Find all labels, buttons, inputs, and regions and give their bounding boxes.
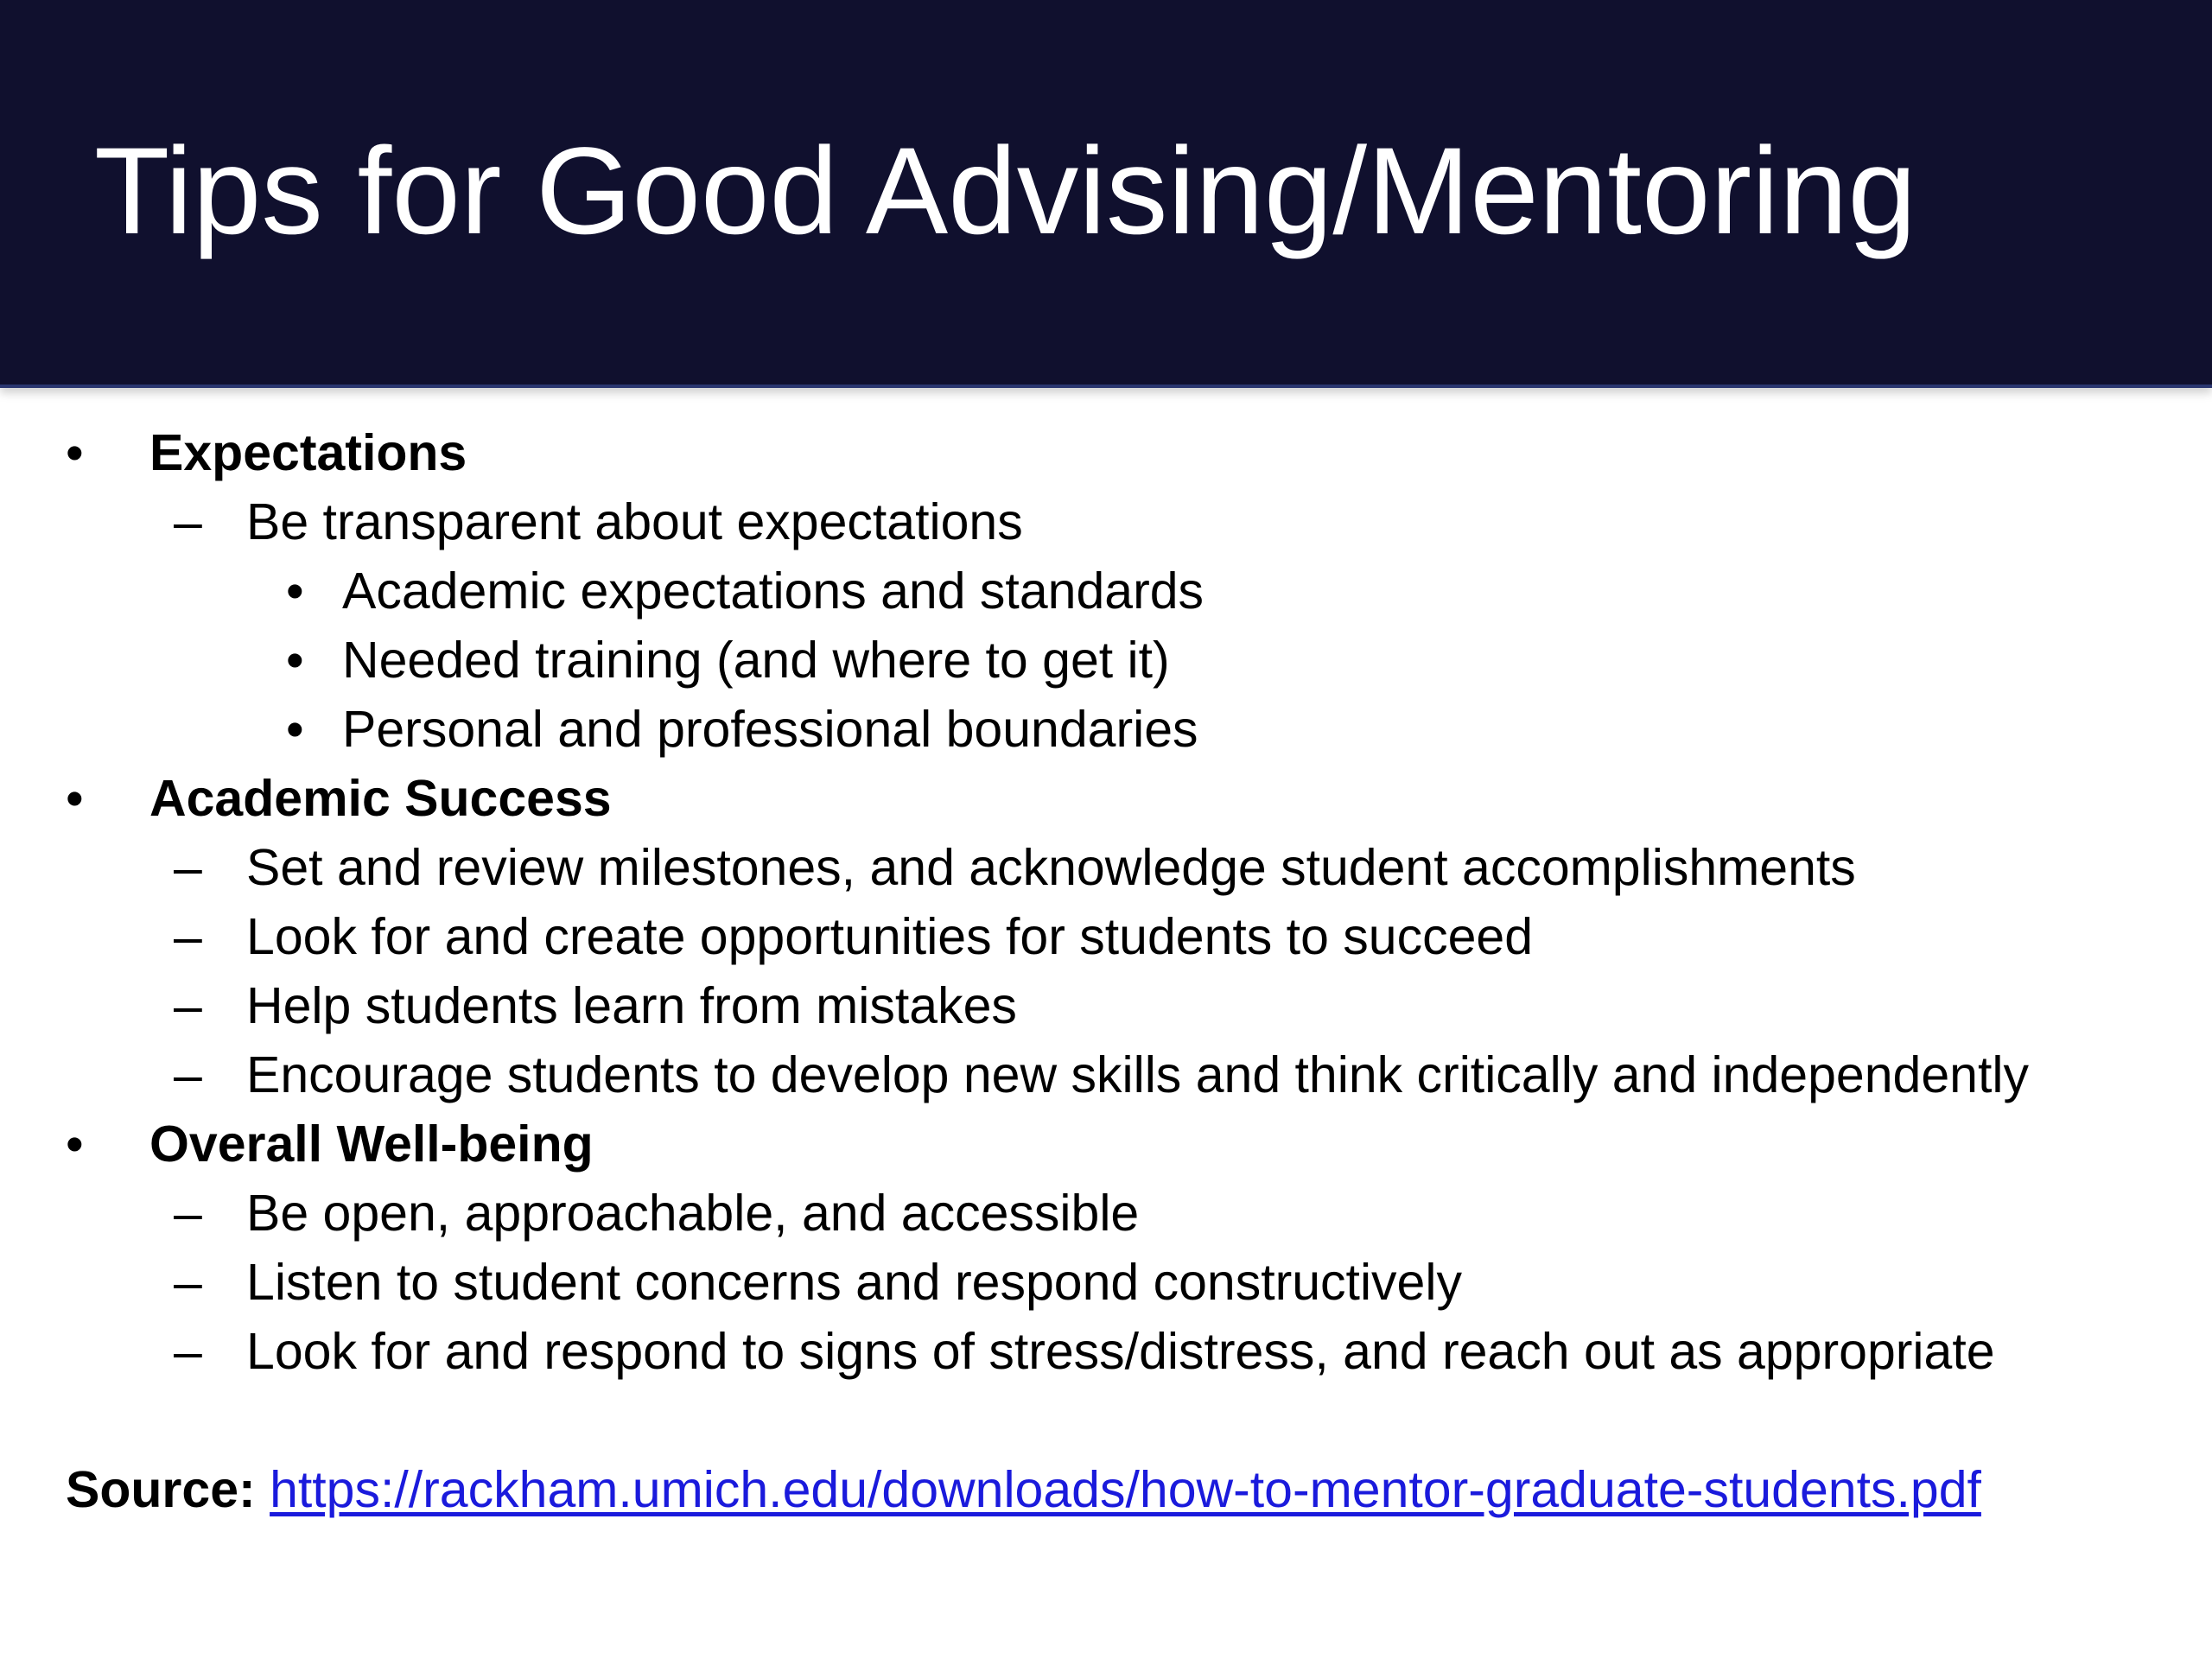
slide-body (0, 418, 2212, 1386)
sub-list-item-text: Needed training (and where to get it) (342, 632, 1170, 689)
sub-list-item (0, 626, 2212, 695)
list-item (0, 1179, 2212, 1248)
list-item-text: Look for and respond to signs of stress/distress, and reach out as appropriate (246, 1323, 1995, 1380)
section-heading-expectations (0, 418, 2212, 487)
dash-icon: – (174, 1323, 202, 1380)
bullet-icon: • (286, 701, 304, 758)
source-citation (66, 1455, 1981, 1524)
section-heading-overall-well-being (0, 1109, 2212, 1179)
section-heading-label: Expectations (149, 424, 467, 481)
list-item-text: Encourage students to develop new skills and think critically and independently (246, 1046, 2029, 1103)
list-item (0, 1040, 2212, 1109)
slide-title: Tips for Good Advising/Mentoring (94, 123, 1916, 260)
list-item-text: Set and review milestones, and acknowledge student accomplishments (246, 839, 1856, 896)
bullet-icon: • (66, 424, 84, 481)
dash-icon: – (174, 977, 202, 1034)
source-link[interactable]: https://rackham.umich.edu/downloads/how-to-mentor-graduate-students.pdf (270, 1461, 1981, 1518)
sub-list-item-text: Personal and professional boundaries (342, 701, 1198, 758)
dash-icon: – (174, 1046, 202, 1103)
list-item (0, 1317, 2212, 1386)
list-item (0, 833, 2212, 902)
sub-list-item (0, 556, 2212, 626)
source-label: Source: (66, 1461, 256, 1518)
list-item (0, 1248, 2212, 1317)
list-item (0, 902, 2212, 971)
sub-list-item-text: Academic expectations and standards (342, 563, 1205, 620)
dash-icon: – (174, 1185, 202, 1242)
list-item-text: Be transparent about expectations (246, 493, 1023, 550)
bullet-icon: • (286, 563, 304, 620)
list-item-text: Be open, approachable, and accessible (246, 1185, 1140, 1242)
list-item-text: Look for and create opportunities for students to succeed (246, 908, 1534, 965)
section-heading-academic-success (0, 764, 2212, 833)
list-item (0, 487, 2212, 556)
list-item-text: Listen to student concerns and respond constructively (246, 1254, 1462, 1311)
list-item-text: Help students learn from mistakes (246, 977, 1017, 1034)
bullet-icon: • (66, 770, 84, 827)
bullet-icon: • (286, 632, 304, 689)
section-heading-label: Academic Success (149, 770, 612, 827)
dash-icon: – (174, 1254, 202, 1311)
dash-icon: – (174, 908, 202, 965)
title-banner (0, 0, 2212, 388)
dash-icon: – (174, 493, 202, 550)
list-item (0, 971, 2212, 1040)
section-heading-label: Overall Well-being (149, 1116, 594, 1173)
dash-icon: – (174, 839, 202, 896)
sub-list-item (0, 695, 2212, 764)
bullet-icon: • (66, 1116, 84, 1173)
